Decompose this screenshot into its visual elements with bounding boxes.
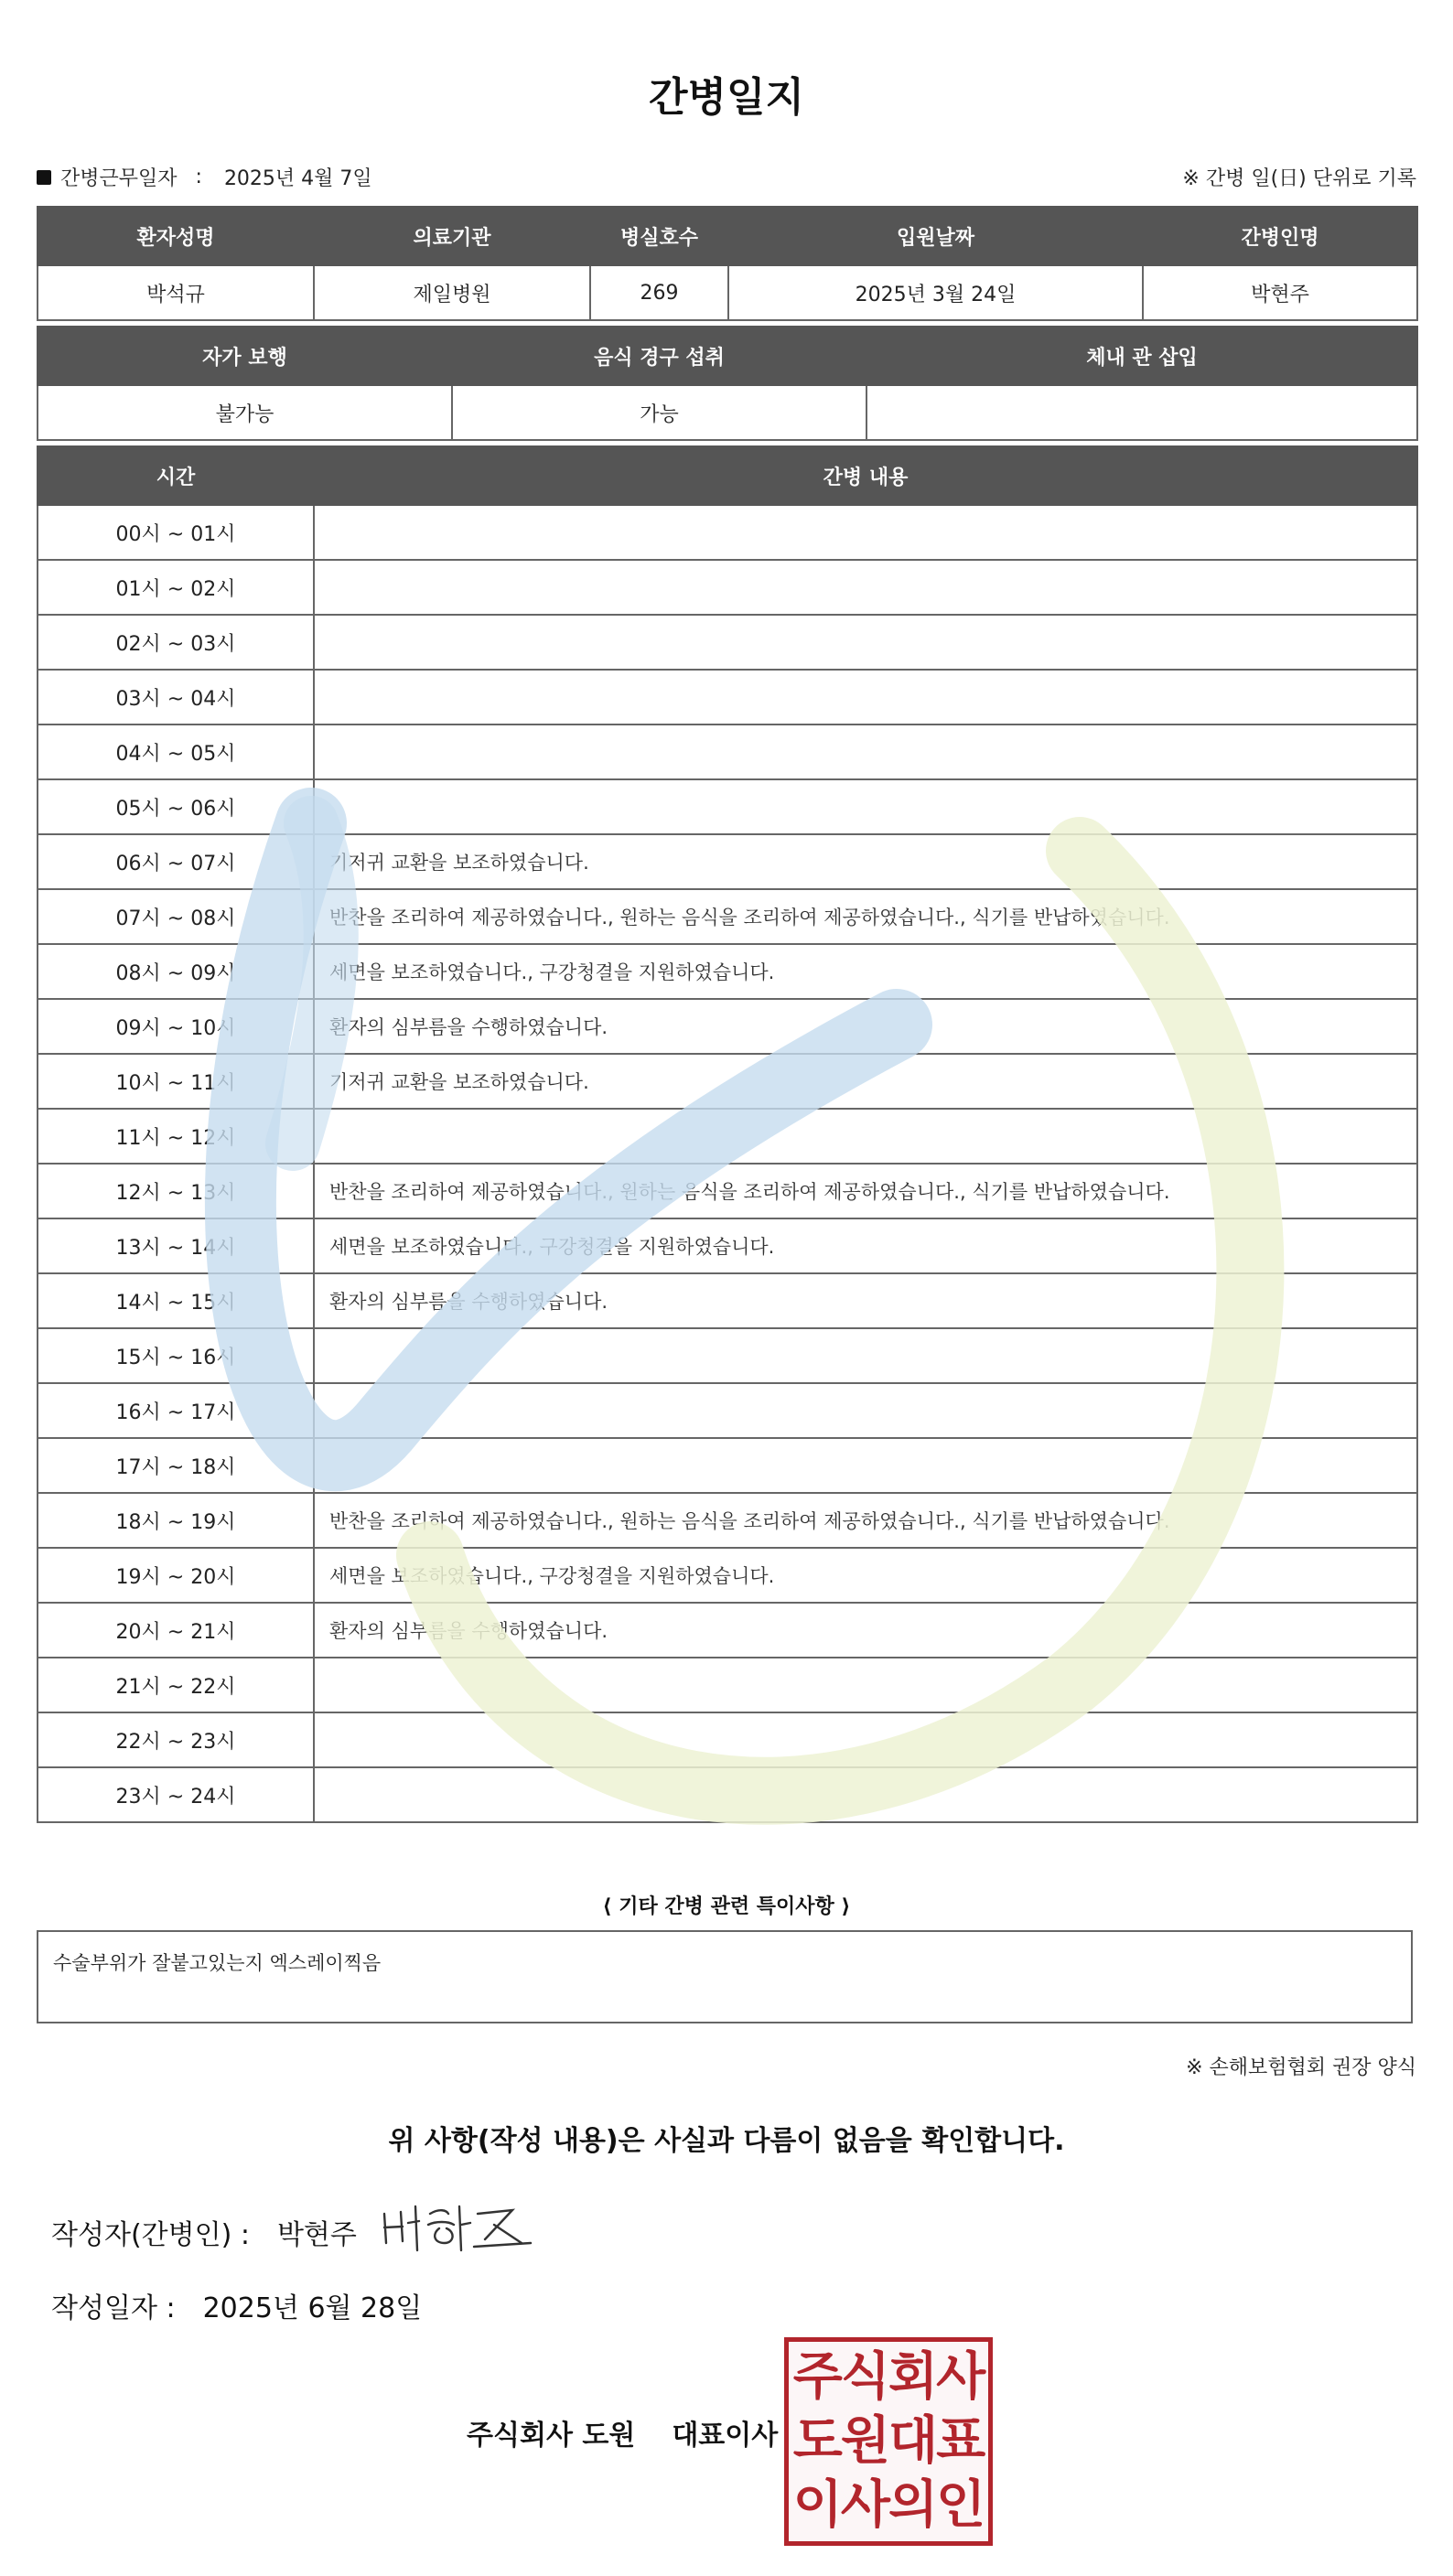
table-row xyxy=(38,1548,1417,1603)
time-slot: 07시 ~ 08시 xyxy=(38,889,314,944)
time-slot: 13시 ~ 14시 xyxy=(38,1218,314,1273)
time-slot: 11시 ~ 12시 xyxy=(38,1109,314,1164)
patient-name: 박석규 xyxy=(38,265,314,320)
author-name: 박현주 xyxy=(276,2219,357,2251)
time-slot: 04시 ~ 05시 xyxy=(38,724,314,779)
time-slot: 17시 ~ 18시 xyxy=(38,1438,314,1493)
time-slot: 09시 ~ 10시 xyxy=(38,999,314,1054)
seal-line: 이사의인 xyxy=(792,2475,985,2535)
status-header-row xyxy=(38,327,1417,385)
care-content xyxy=(314,1767,1417,1822)
self-walking: 불가능 xyxy=(38,385,452,440)
company-line xyxy=(467,2412,778,2453)
page-title: 간병일지 xyxy=(648,74,804,121)
bullet-square-icon xyxy=(37,170,51,185)
care-log-table xyxy=(37,445,1418,1823)
time-slot: 20시 ~ 21시 xyxy=(38,1603,314,1658)
care-content xyxy=(314,1328,1417,1383)
time-slot: 08시 ~ 09시 xyxy=(38,944,314,999)
care-content: 환자의 심부름을 수행하였습니다. xyxy=(314,999,1417,1054)
care-content xyxy=(314,1438,1417,1493)
table-row xyxy=(38,1767,1417,1822)
time-slot: 12시 ~ 13시 xyxy=(38,1164,314,1218)
work-date-colon: : xyxy=(195,166,202,188)
room-number: 269 xyxy=(590,265,728,320)
time-slot: 10시 ~ 11시 xyxy=(38,1054,314,1109)
care-content xyxy=(314,1712,1417,1767)
table-row xyxy=(38,1273,1417,1328)
table-row xyxy=(38,999,1417,1054)
remarks-box xyxy=(37,1930,1413,2023)
seal-line: 도원대표 xyxy=(792,2411,985,2471)
time-slot: 21시 ~ 22시 xyxy=(38,1658,314,1712)
table-row xyxy=(38,1438,1417,1493)
care-content: 환자의 심부름을 수행하였습니다. xyxy=(314,1273,1417,1328)
table-row xyxy=(38,1054,1417,1109)
table-row xyxy=(38,1493,1417,1548)
time-slot: 00시 ~ 01시 xyxy=(38,505,314,560)
care-content xyxy=(314,505,1417,560)
table-row xyxy=(38,1109,1417,1164)
unit-note: ※ 간병 일(日) 단위로 기록 xyxy=(1182,167,1416,190)
time-slot: 19시 ~ 20시 xyxy=(38,1548,314,1603)
table-row xyxy=(38,670,1417,724)
table-row xyxy=(38,1218,1417,1273)
admission-date: 2025년 3월 24일 xyxy=(728,265,1143,320)
care-content xyxy=(314,1658,1417,1712)
patient-info-table xyxy=(37,206,1418,321)
header-oral-intake: 음식 경구 섭취 xyxy=(452,327,866,385)
remarks-text: 수술부위가 잘붙고있는지 엑스레이찍음 xyxy=(53,1952,382,1974)
header-care-content: 간병 내용 xyxy=(314,446,1417,505)
seal-line: 주식회사 xyxy=(792,2347,985,2407)
handwritten-signature xyxy=(375,2186,549,2259)
author-label: 작성자(간병인) : xyxy=(51,2219,250,2251)
table-row xyxy=(38,505,1417,560)
table-row xyxy=(38,1164,1417,1218)
patient-info-header-row xyxy=(38,207,1417,265)
time-slot: 15시 ~ 16시 xyxy=(38,1328,314,1383)
author-line xyxy=(51,2212,357,2252)
time-slot: 22시 ~ 23시 xyxy=(38,1712,314,1767)
care-content xyxy=(314,560,1417,615)
header-admission-date: 입원날짜 xyxy=(728,207,1143,265)
work-date xyxy=(37,163,372,191)
care-content: 세면을 보조하였습니다., 구강청결을 지원하였습니다. xyxy=(314,1548,1417,1603)
oral-intake: 가능 xyxy=(452,385,866,440)
company-title: 대표이사 xyxy=(672,2420,779,2452)
care-log-header-row xyxy=(38,446,1417,505)
time-slot: 03시 ~ 04시 xyxy=(38,670,314,724)
table-row xyxy=(38,724,1417,779)
work-date-value: 2025년 4월 7일 xyxy=(223,167,372,190)
table-row xyxy=(38,615,1417,670)
table-row xyxy=(38,1712,1417,1767)
header-time: 시간 xyxy=(38,446,314,505)
time-slot: 16시 ~ 17시 xyxy=(38,1383,314,1438)
care-content xyxy=(314,670,1417,724)
time-slot: 23시 ~ 24시 xyxy=(38,1767,314,1822)
table-row xyxy=(38,1328,1417,1383)
confirmation-statement: 위 사항(작성 내용)은 사실과 다름이 없음을 확인합니다. xyxy=(388,2125,1065,2157)
care-content xyxy=(314,724,1417,779)
header-patient-name: 환자성명 xyxy=(38,207,314,265)
care-content xyxy=(314,615,1417,670)
written-date-line xyxy=(51,2285,422,2325)
care-content xyxy=(314,1109,1417,1164)
time-slot: 05시 ~ 06시 xyxy=(38,779,314,834)
table-row xyxy=(38,944,1417,999)
time-slot: 01시 ~ 02시 xyxy=(38,560,314,615)
time-slot: 14시 ~ 15시 xyxy=(38,1273,314,1328)
header-hospital: 의료기관 xyxy=(314,207,590,265)
table-row xyxy=(38,779,1417,834)
care-content: 기저귀 교환을 보조하였습니다. xyxy=(314,1054,1417,1109)
care-content: 반찬을 조리하여 제공하였습니다., 원하는 음식을 조리하여 제공하였습니다., 식기를 반납하였습니다. xyxy=(314,1493,1417,1548)
care-content: 기저귀 교환을 보조하였습니다. xyxy=(314,834,1417,889)
table-row xyxy=(38,834,1417,889)
time-slot: 02시 ~ 03시 xyxy=(38,615,314,670)
tube-insertion xyxy=(866,385,1417,440)
header-room-number: 병실호수 xyxy=(590,207,728,265)
caregiver-name: 박현주 xyxy=(1143,265,1417,320)
care-content xyxy=(314,779,1417,834)
company-seal-stamp xyxy=(784,2337,993,2546)
patient-info-value-row xyxy=(38,265,1417,320)
care-content: 환자의 심부름을 수행하였습니다. xyxy=(314,1603,1417,1658)
table-row xyxy=(38,1658,1417,1712)
written-date-value: 2025년 6월 28일 xyxy=(202,2292,423,2324)
status-value-row xyxy=(38,385,1417,440)
header-tube-insertion: 체내 관 삽입 xyxy=(866,327,1417,385)
care-content xyxy=(314,1383,1417,1438)
table-row xyxy=(38,889,1417,944)
header-caregiver-name: 간병인명 xyxy=(1143,207,1417,265)
association-note: ※ 손해보험협회 권장 양식 xyxy=(1186,2056,1416,2079)
header-self-walking: 자가 보행 xyxy=(38,327,452,385)
status-table xyxy=(37,326,1418,441)
hospital: 제일병원 xyxy=(314,265,590,320)
care-content: 반찬을 조리하여 제공하였습니다., 원하는 음식을 조리하여 제공하였습니다., 식기를 반납하였습니다. xyxy=(314,1164,1417,1218)
work-date-label: 간병근무일자 xyxy=(60,167,178,190)
time-slot: 06시 ~ 07시 xyxy=(38,834,314,889)
care-content: 반찬을 조리하여 제공하였습니다., 원하는 음식을 조리하여 제공하였습니다., 식기를 반납하였습니다. xyxy=(314,889,1417,944)
table-row xyxy=(38,1603,1417,1658)
table-row xyxy=(38,560,1417,615)
time-slot: 18시 ~ 19시 xyxy=(38,1493,314,1548)
company-name: 주식회사 도원 xyxy=(467,2420,636,2452)
table-row xyxy=(38,1383,1417,1438)
remarks-title: ⟨ 기타 간병 관련 특이사항 ⟩ xyxy=(602,1895,851,1918)
written-date-label: 작성일자 : xyxy=(51,2292,176,2324)
care-content: 세면을 보조하였습니다., 구강청결을 지원하였습니다. xyxy=(314,1218,1417,1273)
care-content: 세면을 보조하였습니다., 구강청결을 지원하였습니다. xyxy=(314,944,1417,999)
